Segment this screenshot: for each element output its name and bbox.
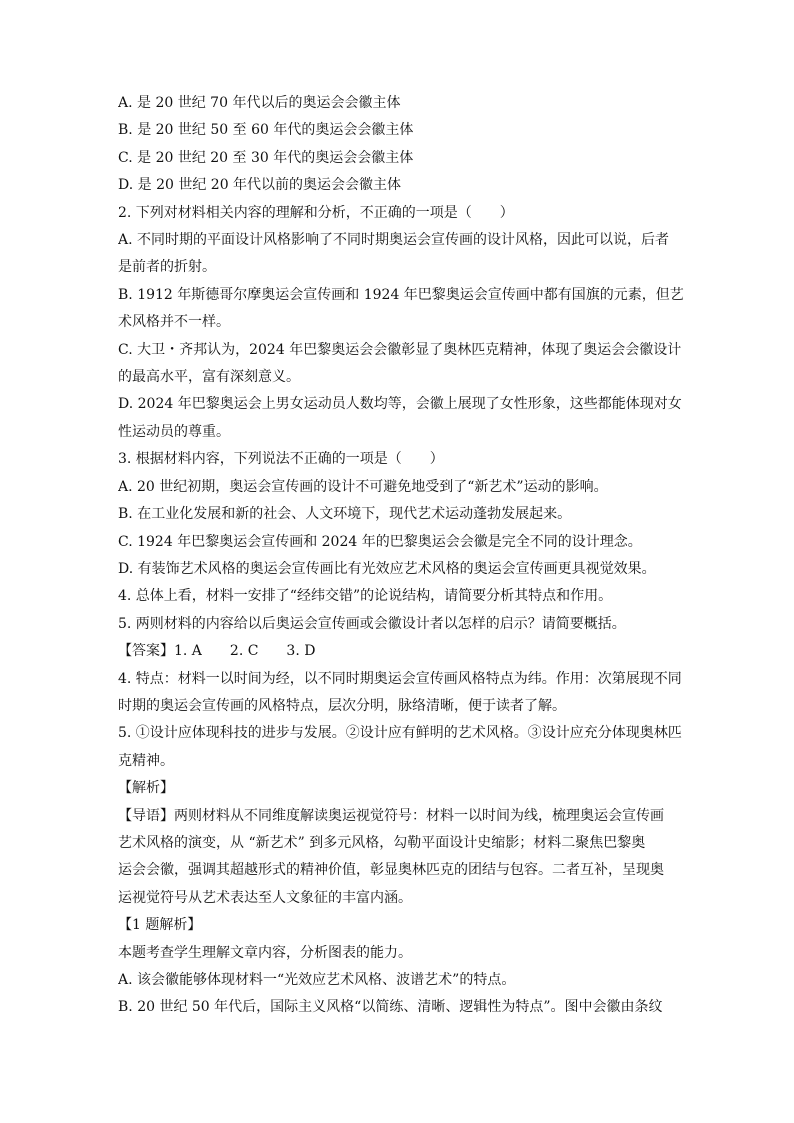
option-2b-line1: B. 1912 年斯德哥尔摩奥运会宣传画和 1924 年巴黎奥运会宣传画中都有国旗的元素，但艺	[118, 286, 684, 303]
option-2c-line1: C. 大卫・齐邦认为，2024 年巴黎奥运会会徽彰显了奥林匹克精神，体现了奥运会会徽设计	[118, 341, 682, 358]
intro-line3: 运会会徽，强调其超越形式的精神价值，彰显奥林匹克的团结与包容。二者互补，呈现奥	[118, 862, 664, 879]
option-2b-line2: 术风格并不一样。	[118, 314, 230, 331]
option-2d-line2: 性运动员的尊重。	[118, 423, 230, 440]
answer-key: 【答案】1. A 2. C 3. D	[118, 643, 316, 660]
option-3a: A. 20 世纪初期，奥运会宣传画的设计不可避免地受到了“新艺术”运动的影响。	[118, 478, 608, 495]
q1-analysis-line2: A. 该会徽能够体现材料一“光效应艺术风格、波谱艺术”的特点。	[118, 972, 516, 988]
q1-analysis-line3: B. 20 世纪 50 年代后，国际主义风格“以简练、清晰、逻辑性为特点”。图中会徽由条纹	[118, 999, 663, 1016]
answer-4-line1: 4. 特点：材料一以时间为经，以不同时期奥运会宣传画风格特点为纬。作用：次第展现不同	[118, 670, 682, 687]
answer-4-line2: 时期的奥运会宣传画的风格特点，层次分明，脉络清晰，便于读者了解。	[118, 697, 566, 714]
option-3d: D. 有装饰艺术风格的奥运会宣传画比有光效应艺术风格的奥运会宣传画更具视觉效果。	[118, 560, 656, 577]
option-3b: B. 在工业化发展和新的社会、人文环境下，现代艺术运动蓬勃发展起来。	[118, 506, 572, 523]
question-4: 4. 总体上看，材料一安排了“经纬交错”的论说结构，请简要分析其特点和作用。	[118, 588, 613, 605]
question-3: 3. 根据材料内容，下列说法不正确的一项是（ ）	[118, 451, 444, 468]
q1-analysis-line1: 本题考查学生理解文章内容，分析图表的能力。	[118, 944, 412, 961]
option-1d: D. 是 20 世纪 20 年代以前的奥运会会徽主体	[118, 177, 402, 194]
intro-line1: 【导语】两则材料从不同维度解读奥运视觉符号：材料一以时间为线，梳理奥运会宣传画	[118, 807, 664, 824]
option-3c: C. 1924 年巴黎奥运会宣传画和 2024 年的巴黎奥运会会徽是完全不同的设计理念。	[118, 533, 642, 550]
option-2a-line2: 是前者的折射。	[118, 259, 216, 276]
option-2d-line1: D. 2024 年巴黎奥运会上男女运动员人数均等，会徽上展现了女性形象，这些都能体现对女	[118, 396, 682, 413]
option-1a: A. 是 20 世纪 70 年代以后的奥运会会徽主体	[118, 95, 401, 111]
answer-5-line2: 克精神。	[118, 752, 174, 769]
intro-line4: 运视觉符号从艺术表达至人文象征的丰富内涵。	[118, 889, 412, 906]
option-1c: C. 是 20 世纪 20 至 30 年代的奥运会会徽主体	[118, 149, 414, 166]
option-2a-line1: A. 不同时期的平面设计风格影响了不同时期奥运会宣传画的设计风格，因此可以说，后者	[118, 232, 670, 249]
question-2: 2. 下列对材料相关内容的理解和分析，不正确的一项是（ ）	[118, 204, 514, 221]
option-2c-line2: 的最高水平，富有深刻意义。	[118, 369, 300, 386]
q1-analysis-heading: 【1 题解析】	[118, 917, 202, 934]
option-1b: B. 是 20 世纪 50 至 60 年代的奥运会会徽主体	[118, 122, 414, 139]
analysis-heading: 【解析】	[118, 780, 174, 797]
answer-5-line1: 5. ①设计应体现科技的进步与发展。②设计应有鲜明的艺术风格。③设计应充分体现奥林匹	[118, 725, 682, 742]
question-5: 5. 两则材料的内容给以后奥运会宣传画或会徽设计者以怎样的启示？请简要概括。	[118, 615, 626, 632]
intro-line2: 艺术风格的演变，从 “新艺术” 到多元风格，勾勒平面设计史缩影；材料二聚焦巴黎奥	[118, 834, 646, 851]
